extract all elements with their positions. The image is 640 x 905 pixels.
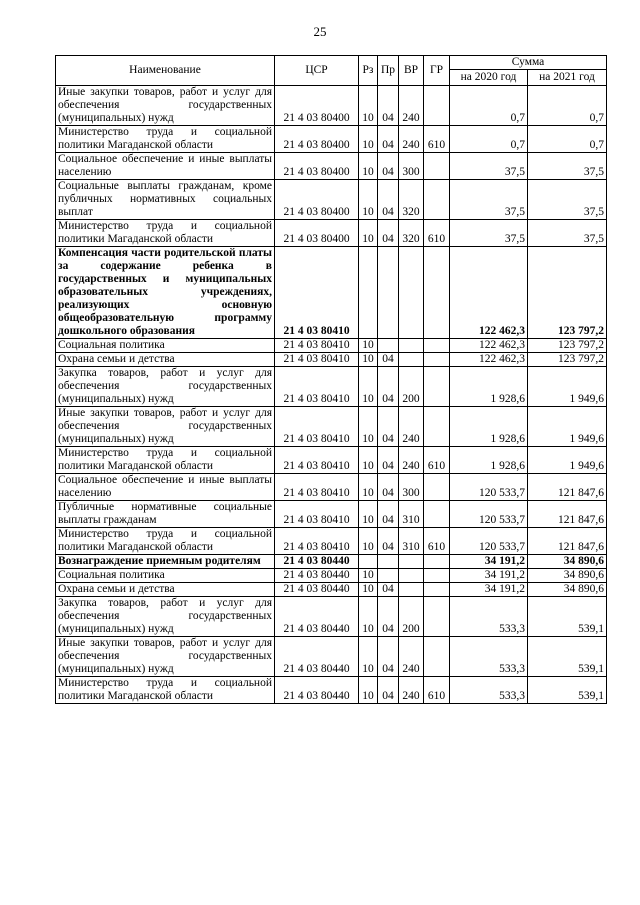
- cell-sum-2020: 533,3: [450, 677, 528, 704]
- cell-pr: 04: [378, 220, 399, 247]
- cell-gr: [424, 247, 450, 339]
- cell-gr: [424, 353, 450, 367]
- cell-pr: 04: [378, 353, 399, 367]
- cell-name: Социальное обеспечение и иные выплаты населению: [56, 474, 275, 501]
- table-row: [56, 220, 607, 247]
- table-row: [56, 180, 607, 220]
- cell-sum-2021: 121 847,6: [528, 501, 607, 528]
- cell-pr: 04: [378, 153, 399, 180]
- cell-sum-2021: 37,5: [528, 180, 607, 220]
- cell-csr: 21 4 03 80410: [275, 474, 359, 501]
- table-row: [56, 555, 607, 569]
- cell-name: Иные закупки товаров, работ и услуг для обеспечения государственных (муниципальных) нужд: [56, 86, 275, 126]
- cell-pr: 04: [378, 597, 399, 637]
- cell-vr: 320: [399, 180, 424, 220]
- cell-sum-2020: 1 928,6: [450, 407, 528, 447]
- cell-rz: 10: [359, 367, 378, 407]
- header-rz: Рз: [359, 56, 378, 86]
- cell-pr: 04: [378, 180, 399, 220]
- cell-sum-2021: 121 847,6: [528, 528, 607, 555]
- cell-vr: 240: [399, 407, 424, 447]
- cell-sum-2020: 0,7: [450, 126, 528, 153]
- cell-csr: 21 4 03 80400: [275, 86, 359, 126]
- table-row: [56, 153, 607, 180]
- cell-rz: 10: [359, 597, 378, 637]
- cell-csr: 21 4 03 80440: [275, 569, 359, 583]
- cell-pr: [378, 247, 399, 339]
- cell-rz: 10: [359, 677, 378, 704]
- table-row: [56, 528, 607, 555]
- cell-pr: [378, 555, 399, 569]
- budget-table: [55, 55, 607, 704]
- cell-gr: [424, 407, 450, 447]
- cell-sum-2021: 1 949,6: [528, 367, 607, 407]
- cell-name: Иные закупки товаров, работ и услуг для обеспечения государственных (муниципальных) нужд: [56, 637, 275, 677]
- table-row: [56, 353, 607, 367]
- cell-name: Закупка товаров, работ и услуг для обеспечения государственных (муниципальных) нужд: [56, 597, 275, 637]
- cell-name: Охрана семьи и детства: [56, 583, 275, 597]
- cell-vr: [399, 583, 424, 597]
- cell-sum-2021: 123 797,2: [528, 353, 607, 367]
- table-row: [56, 569, 607, 583]
- cell-pr: 04: [378, 126, 399, 153]
- cell-vr: 320: [399, 220, 424, 247]
- cell-rz: 10: [359, 637, 378, 677]
- cell-sum-2021: 34 890,6: [528, 555, 607, 569]
- table-row: [56, 86, 607, 126]
- cell-vr: 200: [399, 367, 424, 407]
- cell-vr: [399, 339, 424, 353]
- cell-gr: [424, 501, 450, 528]
- cell-csr: 21 4 03 80440: [275, 597, 359, 637]
- cell-vr: 240: [399, 447, 424, 474]
- cell-sum-2021: 0,7: [528, 86, 607, 126]
- table-row: [56, 367, 607, 407]
- cell-rz: [359, 555, 378, 569]
- cell-gr: 610: [424, 220, 450, 247]
- cell-rz: 10: [359, 583, 378, 597]
- cell-name: Закупка товаров, работ и услуг для обеспечения государственных (муниципальных) нужд: [56, 367, 275, 407]
- cell-name: Вознаграждение приемным родителям: [56, 555, 275, 569]
- cell-pr: 04: [378, 677, 399, 704]
- cell-vr: 200: [399, 597, 424, 637]
- table-row: [56, 247, 607, 339]
- header-year-2021: на 2021 год: [528, 70, 607, 86]
- cell-csr: 21 4 03 80440: [275, 583, 359, 597]
- cell-rz: 10: [359, 220, 378, 247]
- cell-rz: 10: [359, 339, 378, 353]
- cell-pr: 04: [378, 637, 399, 677]
- cell-sum-2020: 122 462,3: [450, 353, 528, 367]
- cell-name: Охрана семьи и детства: [56, 353, 275, 367]
- cell-rz: 10: [359, 569, 378, 583]
- cell-sum-2021: 37,5: [528, 153, 607, 180]
- cell-name: Социальная политика: [56, 569, 275, 583]
- cell-sum-2021: 37,5: [528, 220, 607, 247]
- cell-name: Министерство труда и социальной политики Магаданской области: [56, 220, 275, 247]
- cell-sum-2021: 539,1: [528, 637, 607, 677]
- cell-vr: 300: [399, 153, 424, 180]
- cell-vr: 240: [399, 86, 424, 126]
- cell-name: Публичные нормативные социальные выплаты гражданам: [56, 501, 275, 528]
- cell-sum-2021: 1 949,6: [528, 447, 607, 474]
- cell-sum-2020: 34 191,2: [450, 555, 528, 569]
- header-vr: ВР: [399, 56, 424, 86]
- cell-rz: [359, 247, 378, 339]
- cell-rz: 10: [359, 126, 378, 153]
- cell-gr: [424, 569, 450, 583]
- cell-sum-2020: 1 928,6: [450, 447, 528, 474]
- cell-csr: 21 4 03 80410: [275, 247, 359, 339]
- cell-rz: 10: [359, 501, 378, 528]
- header-sum: Сумма: [450, 56, 607, 70]
- header-gr: ГР: [424, 56, 450, 86]
- cell-gr: [424, 367, 450, 407]
- table-row: [56, 447, 607, 474]
- cell-gr: [424, 637, 450, 677]
- cell-vr: 240: [399, 126, 424, 153]
- cell-vr: 310: [399, 528, 424, 555]
- cell-vr: 310: [399, 501, 424, 528]
- cell-vr: [399, 247, 424, 339]
- cell-name: Компенсация части родительской платы за содержание ребенка в государственных и муниципальных образовательных учреждениях, реализующих основную общеобразовательную программу дошкольного образования: [56, 247, 275, 339]
- cell-sum-2020: 0,7: [450, 86, 528, 126]
- cell-sum-2020: 120 533,7: [450, 474, 528, 501]
- cell-name: Министерство труда и социальной политики Магаданской области: [56, 126, 275, 153]
- table-body: [56, 86, 607, 704]
- cell-sum-2020: 1 928,6: [450, 367, 528, 407]
- table-row: [56, 637, 607, 677]
- cell-sum-2020: 122 462,3: [450, 247, 528, 339]
- cell-csr: 21 4 03 80400: [275, 180, 359, 220]
- cell-sum-2020: 34 191,2: [450, 583, 528, 597]
- cell-csr: 21 4 03 80410: [275, 407, 359, 447]
- cell-gr: [424, 474, 450, 501]
- cell-csr: 21 4 03 80410: [275, 501, 359, 528]
- cell-csr: 21 4 03 80410: [275, 353, 359, 367]
- cell-name: Министерство труда и социальной политики Магаданской области: [56, 447, 275, 474]
- cell-pr: [378, 569, 399, 583]
- cell-name: Министерство труда и социальной политики Магаданской области: [56, 677, 275, 704]
- cell-gr: 610: [424, 677, 450, 704]
- cell-pr: 04: [378, 367, 399, 407]
- cell-gr: [424, 339, 450, 353]
- cell-csr: 21 4 03 80410: [275, 339, 359, 353]
- table-row: [56, 677, 607, 704]
- cell-gr: [424, 597, 450, 637]
- cell-csr: 21 4 03 80440: [275, 677, 359, 704]
- cell-sum-2021: 34 890,6: [528, 583, 607, 597]
- cell-rz: 10: [359, 153, 378, 180]
- cell-gr: 610: [424, 447, 450, 474]
- header-year-2020: на 2020 год: [450, 70, 528, 86]
- cell-sum-2020: 122 462,3: [450, 339, 528, 353]
- cell-sum-2020: 34 191,2: [450, 569, 528, 583]
- cell-vr: 300: [399, 474, 424, 501]
- cell-sum-2020: 37,5: [450, 180, 528, 220]
- cell-vr: [399, 353, 424, 367]
- cell-vr: 240: [399, 677, 424, 704]
- cell-name: Социальное обеспечение и иные выплаты населению: [56, 153, 275, 180]
- cell-gr: 610: [424, 126, 450, 153]
- cell-csr: 21 4 03 80410: [275, 447, 359, 474]
- cell-sum-2020: 120 533,7: [450, 501, 528, 528]
- cell-name: Иные закупки товаров, работ и услуг для обеспечения государственных (муниципальных) нужд: [56, 407, 275, 447]
- cell-gr: [424, 86, 450, 126]
- cell-csr: 21 4 03 80400: [275, 153, 359, 180]
- cell-name: Социальная политика: [56, 339, 275, 353]
- cell-rz: 10: [359, 474, 378, 501]
- cell-vr: [399, 569, 424, 583]
- cell-name: Министерство труда и социальной политики Магаданской области: [56, 528, 275, 555]
- header-name: Наименование: [56, 56, 275, 86]
- cell-rz: 10: [359, 353, 378, 367]
- cell-gr: 610: [424, 528, 450, 555]
- cell-csr: 21 4 03 80400: [275, 126, 359, 153]
- cell-rz: 10: [359, 180, 378, 220]
- table-row: [56, 501, 607, 528]
- cell-rz: 10: [359, 528, 378, 555]
- cell-gr: [424, 180, 450, 220]
- cell-pr: 04: [378, 474, 399, 501]
- table-row: [56, 407, 607, 447]
- cell-sum-2020: 533,3: [450, 637, 528, 677]
- cell-sum-2021: 123 797,2: [528, 339, 607, 353]
- cell-pr: [378, 339, 399, 353]
- cell-sum-2021: 121 847,6: [528, 474, 607, 501]
- table-row: [56, 597, 607, 637]
- cell-csr: 21 4 03 80440: [275, 637, 359, 677]
- cell-sum-2021: 539,1: [528, 597, 607, 637]
- cell-gr: [424, 583, 450, 597]
- cell-pr: 04: [378, 407, 399, 447]
- cell-csr: 21 4 03 80440: [275, 555, 359, 569]
- cell-sum-2021: 539,1: [528, 677, 607, 704]
- cell-sum-2020: 37,5: [450, 153, 528, 180]
- cell-sum-2021: 0,7: [528, 126, 607, 153]
- cell-csr: 21 4 03 80410: [275, 367, 359, 407]
- cell-pr: 04: [378, 528, 399, 555]
- cell-csr: 21 4 03 80410: [275, 528, 359, 555]
- cell-name: Социальные выплаты гражданам, кроме публичных нормативных социальных выплат: [56, 180, 275, 220]
- cell-gr: [424, 153, 450, 180]
- cell-sum-2021: 34 890,6: [528, 569, 607, 583]
- cell-vr: [399, 555, 424, 569]
- cell-pr: 04: [378, 447, 399, 474]
- header-csr: ЦСР: [275, 56, 359, 86]
- table-row: [56, 474, 607, 501]
- cell-pr: 04: [378, 86, 399, 126]
- header-pr: Пр: [378, 56, 399, 86]
- cell-rz: 10: [359, 447, 378, 474]
- table-row: [56, 583, 607, 597]
- cell-pr: 04: [378, 501, 399, 528]
- cell-gr: [424, 555, 450, 569]
- cell-rz: 10: [359, 407, 378, 447]
- cell-sum-2020: 533,3: [450, 597, 528, 637]
- cell-vr: 240: [399, 637, 424, 677]
- cell-rz: 10: [359, 86, 378, 126]
- cell-csr: 21 4 03 80400: [275, 220, 359, 247]
- table-row: [56, 126, 607, 153]
- cell-sum-2021: 123 797,2: [528, 247, 607, 339]
- cell-sum-2020: 120 533,7: [450, 528, 528, 555]
- cell-sum-2021: 1 949,6: [528, 407, 607, 447]
- cell-sum-2020: 37,5: [450, 220, 528, 247]
- table-row: [56, 339, 607, 353]
- cell-pr: 04: [378, 583, 399, 597]
- page-number: 25: [313, 24, 327, 39]
